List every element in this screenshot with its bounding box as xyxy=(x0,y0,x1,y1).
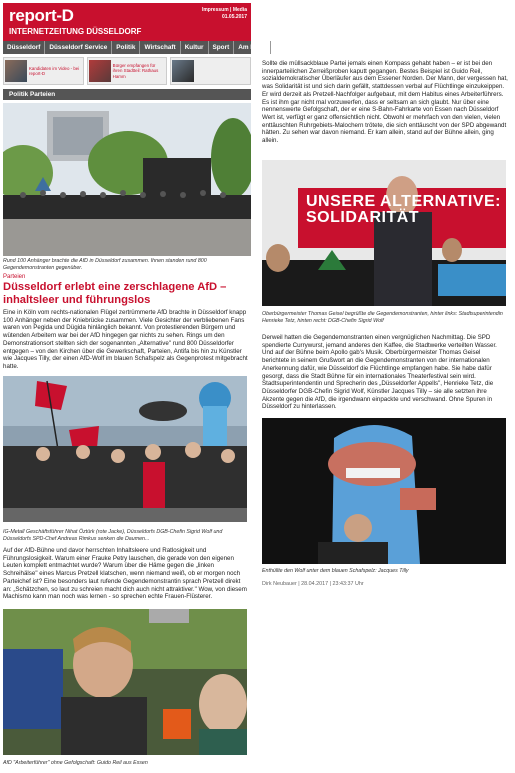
article-lead: Eine in Köln vom rechts-nationalen Flügel zertrümmerte AfD brachte in Düsseldorf knapp 100 Anhänger neben der Kniebrücke zusammen. Viele Gesichter der verbliebenen Fans waren von Pegida und Dügida hinlänglich bekannt. Von protestierenden Bürgern und wütenden Arbeitern war bei der AfD hingegen gar nichts zu sehen. Rings um den Demonstrationsort stellten sich der sogenannten „Alternative" rund 800 Düsseldorfer entgegen – von den Kirchen über die Gewerkschaft, Parteien, Antifa bis hin zu Künstler wie Jacques Tilly, der einen AfD-Wolf im blauen Schafspelz als Gegenprotest mitgebracht hatte. xyxy=(3,309,248,370)
teaser-thumbnail xyxy=(89,60,111,82)
demo-photo-caption: IG-Metall Geschäftsführer Nihat Öztürk (rote Jacke), Düsseldorfs DGB-Chefin Sigrid Wolf und Düsseldorfs SPD-Chef Andreas Rimkus senken die Daumen... xyxy=(3,529,223,542)
impressum-link[interactable]: Impressum | Media xyxy=(201,7,247,13)
nav-item-kultur[interactable]: Kultur xyxy=(181,41,209,54)
teaser-thumbnail xyxy=(5,60,27,82)
puppet-photo xyxy=(262,418,506,564)
teaser-rathaus[interactable] xyxy=(87,57,168,85)
main-photo-caption: Rund 100 Anhänger brachte die AfD in Düsseldorf zusammen. Ihnen standen rund 800 Gegendemonstranten gegenüber. xyxy=(3,258,207,271)
nav-item-am-rand[interactable]: Am Rand xyxy=(234,41,271,54)
nav-item-politik[interactable]: Politik xyxy=(112,41,140,54)
speaker-photo xyxy=(262,160,506,306)
article-right-2: Derweil hatten die Gegendemonstranten einen vergnüglichen Nachmittag. Die SPD spendierte Currywurst, jemand anderes den Kaffee, die Stadtwerke verteilten Wasser. Und auf der Bühne beim Apollo gab's Musik. Oberbürgermeister Thomas Geisel berichtete in seinem Grußwort an die Gegendemonstranten von der internationalen Anerkennung dafür, wie Düsseldorf die Flüchtlinge empfangen habe. Sie habe dafür gesorgt, dass die Stadt Bühne für ein internationales Theaterfestival sein wird. Stadtsuperintendentin und Sprecherin des „Düsseldorfer Appells", Henrieke Tetz, die Düsseldorfer DGB-Chefin Sigrid Wolf, Künstler Jacques Tilly – sie alle setzten ihre Akzente gegen die AfD, die irgendwann einpackte und verschwand. Ohne Spuren in Düsseldorf zu hinterlassen. xyxy=(262,334,497,411)
site-header xyxy=(3,3,251,41)
article-right-1: Sollte die müllsackblaue Partei jemals einen Kompass gehabt haben – er ist bei den innerparteilichen Zerreißproben kaputt gegangen. Bestes Beispiel ist Guido Reil, sozialdemokratischer Überläufer aus dem Essener Norden. Der Mann, der vergessen hat, was Solidarität ist und sich darin gefällt, stattdessen verbal auf Flüchtlinge einzukeippen. Er wird derzeit als Pretzell-Nachfolger aufgebaut, mit dem Habitus eines Arbeiterführers. Es ist ihm gar nicht mal vorzuwerfen, dass er seltsam an sich glaubt. Nur über eine nennenswerte Gefolgschaft, der er eine S-Bahn-Fahrkarte von Essen nach Düsseldorf Wert ist, verfügt er ganz offensichtlich nicht. Obwohl er mehrfach von den vielen, vielen enttäuschten Ruhrgebiets-Malochern trötete, die sich enttäuscht von der SPD abgewandt hätten. Zu sehen war davon niemand. Er kam allein, stand auf der Bühne allein, ging allein. xyxy=(262,60,508,145)
nav-item-wirtschaft[interactable]: Wirtschaft xyxy=(140,41,180,54)
article-para-2: Auf der AfD-Bühne und davor herrschten Inhaltsleere und Ratlosigkeit und Führungslosigkeit. Warum einer Frauke Petry lauschen, die gerade von den eigenen Leuten komplett entmachtet wurde? Warum über die Häme gegen die „linken Schreihälse" eines Marcus Pretzell klatschen, wenn niemand weiß, ob er morgen noch Parteichef ist? Eine besonders laut rufende Gegendemonstrantin sprach Pretzell direkt an: „Schätzchen, so laut zu schreien macht dich auch nicht attraktiver." Wow, von diesem Machismo kann man noch was lernen - so sprechen echte Frauen-Flüsterer. xyxy=(3,547,247,601)
section-bar: Politik Parteien xyxy=(3,89,251,100)
press-photo-caption: AfD "Arbeiterführer" ohne Gefolgschaft: Guido Reil aus Essen xyxy=(3,760,148,766)
speaker-photo-caption: Oberbürgermeister Thomas Geisel begrüßte die Gegendemonstranten, hinter links: Stadtsuperintendin Henrieke Tetz, hinten recht: DGB-Chefin Sigrid Wolf xyxy=(262,311,503,324)
site-tagline: INTERNETZEITUNG DÜSSELDORF xyxy=(9,27,142,36)
article-byline: Dirk Neubauer | 28.04.2017 | 23:43:37 Uhr xyxy=(262,581,364,587)
teaser-strip xyxy=(3,57,251,85)
header-links xyxy=(202,7,247,21)
site-logo[interactable]: report-D xyxy=(9,6,74,25)
puppet-photo-caption: Enthüllte den Wolf unter dem blauen Schafspelz: Jacques Tilly xyxy=(262,568,409,574)
teaser-text: Kandidaten im Video - bei report-D xyxy=(29,65,80,76)
nav-item-duesseldorf[interactable]: Düsseldorf xyxy=(3,41,45,54)
demo-photo xyxy=(3,376,247,522)
press-photo xyxy=(3,609,247,755)
teaser-video[interactable] xyxy=(3,57,84,85)
teaser-text: Bürger empfangen für ihren Stadtteil: Rathaus Hamm xyxy=(112,62,159,79)
nav-item-sport[interactable]: Sport xyxy=(209,41,235,54)
speaker-banner: UNSERE ALTERNATIVE: SOLIDARITÄT xyxy=(306,193,501,226)
header-date: 01.05.2017 xyxy=(221,14,247,20)
nav-item-service[interactable]: Düsseldorf Service xyxy=(45,41,112,54)
article-headline: Düsseldorf erlebt eine zerschlagene AfD – inhaltsleer und führungslos xyxy=(3,281,227,306)
main-photo xyxy=(3,103,251,256)
main-nav xyxy=(3,41,267,54)
teaser-thumbnail xyxy=(172,60,194,82)
article-kicker: Parteien xyxy=(3,274,26,280)
teaser-third[interactable] xyxy=(170,57,251,85)
